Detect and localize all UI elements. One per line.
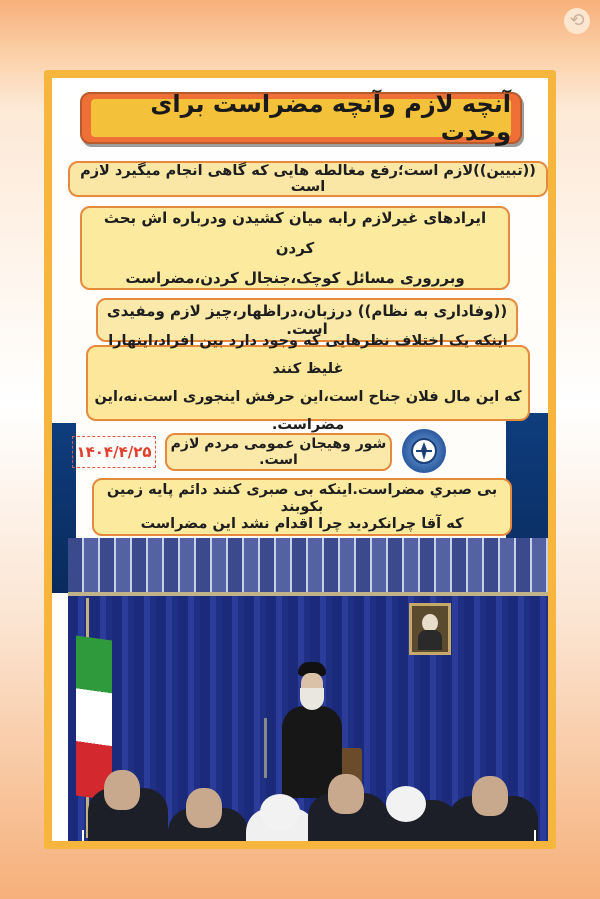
poster-inner — [52, 78, 548, 841]
spiral-logo-icon: ⟲ — [564, 8, 590, 34]
speaker-figure — [282, 658, 342, 798]
audience-turban — [260, 794, 300, 830]
point-6-text: بی صبري مضراست.اینکه بی صبری کنند دائم پایه زمین بکوبند که آقا چرانکردید چرا اقدام نشد این مضراست — [106, 481, 498, 532]
ceiling-frieze — [68, 538, 548, 596]
point-1: ((تبیین))لازم است؛رفع مغالطه هایی که گاهی انجام میگیرد لازم است — [68, 161, 548, 197]
poster-title: آنچه لازم وآنچه مضراست برای وحدت — [91, 99, 511, 137]
point-6 — [92, 478, 512, 536]
wall-portrait — [409, 603, 451, 655]
date-label: ۱۴۰۴/۴/۲۵ — [72, 436, 156, 468]
poster-card — [44, 70, 556, 849]
audience-head — [104, 770, 140, 810]
frame-corner-left — [82, 830, 100, 841]
audience-head — [328, 774, 364, 814]
point-2-text: ایرادهای غیرلازم رابه میان کشیدن ودرباره اش بحث کردن وبرروری مسائل کوچک،جنجال کردن،مضراست — [103, 209, 487, 287]
point-4 — [86, 333, 530, 433]
point-4-text: اینکه یک اختلاف نظرهایی که وجود دارد بین افراد،اینهارا غلیظ کنند که این مال فلان جناح است،این حرفش اینجوری است.نه،این مضراست. — [94, 333, 522, 433]
audience-turban — [386, 786, 426, 822]
point-3: ((وفاداری به نظام)) درزبان،دراظهار،چیز لازم ومفیدی است. — [96, 298, 518, 342]
title-banner — [80, 92, 522, 144]
frame-corner-right — [518, 830, 536, 841]
audience-head — [472, 776, 508, 816]
meeting-photo — [68, 538, 548, 841]
point-2 — [80, 206, 510, 290]
leader-office-emblem-icon — [402, 429, 446, 473]
audience-head — [186, 788, 222, 828]
point-5: شور وهیجان عمومی مردم لازم است. — [165, 433, 392, 471]
